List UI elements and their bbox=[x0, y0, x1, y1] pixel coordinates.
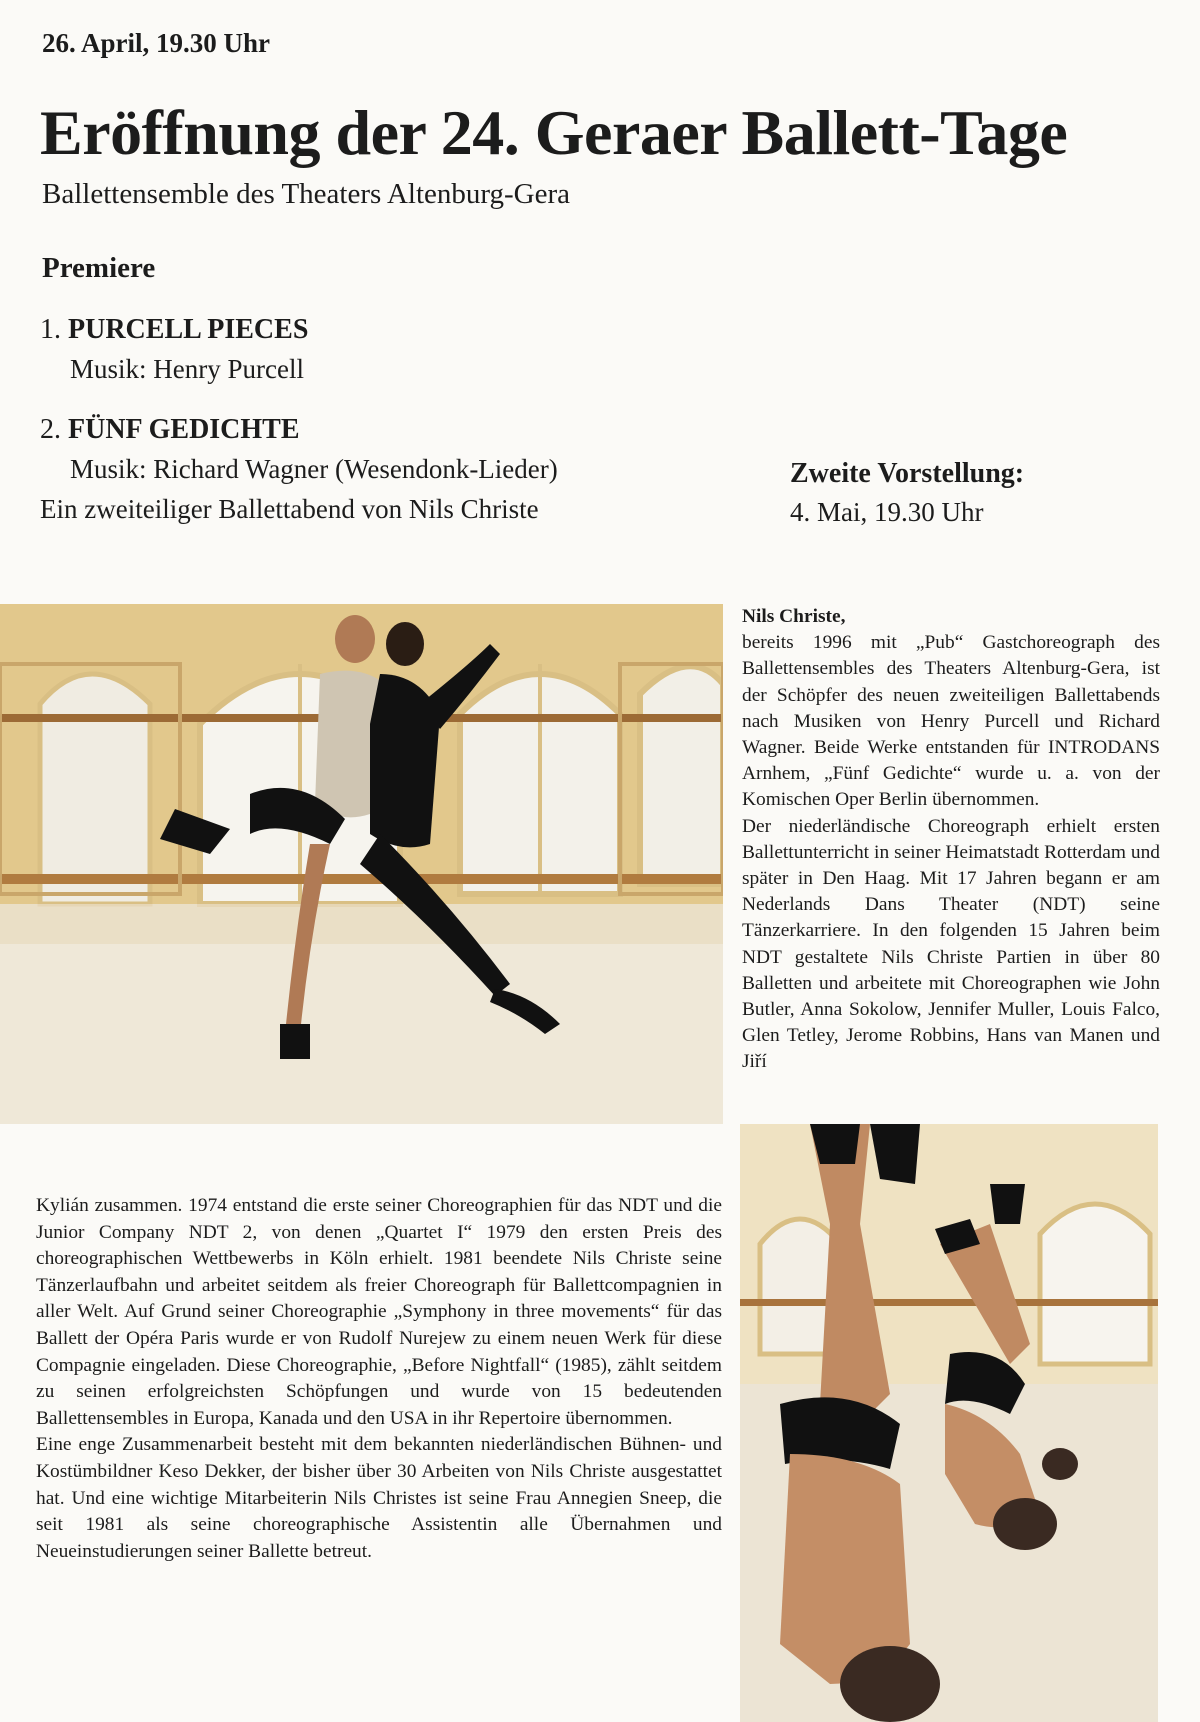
article-lead: Nils Christe, bbox=[742, 606, 846, 627]
program-item-2-title bbox=[40, 414, 300, 446]
article-right-column bbox=[742, 604, 1160, 1076]
program-item-2-name: FÜNF GEDICHTE bbox=[68, 414, 300, 445]
dance-couple-photo bbox=[0, 604, 723, 1124]
article-right-paragraph: bereits 1996 mit „Pub“ Gastchoreograph des Ballettensembles des Theaters Altenburg-Gera, ist der Schöpfer des neuen zweiteiligen Ballettabends nach Musiken von Henry Purcell und Richard Wagner. Beide Werke entstanden für INTRODANS Arnhem, „Fünf Gedichte“ wurde u. a. von der Komischen Oper Berlin übernommen. bbox=[742, 632, 1160, 811]
dance-couple-illustration bbox=[0, 604, 723, 1124]
dancers-inverted-illustration bbox=[740, 1124, 1158, 1722]
evening-description: Ein zweiteiliger Ballettabend von Nils Christe bbox=[40, 494, 539, 524]
second-show-label: Zweite Vorstellung: bbox=[790, 458, 1025, 489]
program-item-1-name: PURCELL PIECES bbox=[68, 314, 309, 345]
dancers-inverted-photo bbox=[740, 1124, 1158, 1722]
page-subtitle: Ballettensemble des Theaters Altenburg-Gera bbox=[42, 178, 571, 210]
program-item-2-number: 2. bbox=[40, 414, 61, 445]
program-item-1-music: Musik: Henry Purcell bbox=[70, 354, 304, 384]
article-right-paragraph: Der niederländische Choreograph erhielt ersten Ballettunterricht in seiner Heimatstadt Rotterdam und später in Den Haag. Mit 17 Jahren begann er am Nederlands Dans Theater (NDT) seine Tänzerkarriere. In den folgenden 15 Jahren beim NDT gestaltete Nils Christe Partien in über 80 Balletten und arbeitete mit Choreographen wie John Butler, Anna Sokolow, Jennifer Muller, Louis Falco, Glen Tetley, Jerome Robbins, Hans van Manen und Jiří bbox=[742, 815, 1160, 1073]
program-item-2-music: Musik: Richard Wagner (Wesendonk-Lieder) bbox=[70, 454, 558, 484]
article-left-paragraph: Kylián zusammen. 1974 entstand die erste seiner Choreographien für das NDT und die Junior Company NDT 2, von denen „Quartet I“ 1979 den ersten Preis des choreographischen Wettbewerbs in Köln erhielt. 1981 beendete Nils Christe seine Tänzerlaufbahn und arbeitet seitdem als freier Choreograph für Ballettcompagnien in aller Welt. Auf Grund seiner Choreographie „Symphony in three movements“ für das Ballett der Opéra Paris wurde er von Rudolf Nurejew zu einem neuen Werk für diese Compagnie eingeladen. Diese Choreographie, „Before Nightfall“ (1985), zählt seitdem zu seinen erfolgreichsten Schöpfungen und wurde von 15 bedeutenden Ballettensembles in Europa, Kanada und den USA in ihr Repertoire übernommen. bbox=[36, 1195, 722, 1429]
page-title: Eröffnung der 24. Geraer Ballett-Tage bbox=[40, 97, 1068, 168]
article-left-paragraph: Eine enge Zusammenarbeit besteht mit dem bekannten niederländischen Bühnen- und Kostümbildner Keso Dekker, der bisher über 30 Arbeiten von Nils Christe ausgestattet hat. Und eine wichtige Mitarbeiterin Nils Christes ist seine Frau Annegien Sneep, die seit 1981 als seine choreographische Assistentin alle Übernahmen und Neueinstudierungen seiner Ballette betreut. bbox=[36, 1434, 722, 1562]
performance-date: 26. April, 19.30 Uhr bbox=[42, 28, 271, 58]
program-item-1-title bbox=[40, 314, 308, 346]
article-left-column bbox=[36, 1193, 722, 1565]
premiere-label: Premiere bbox=[42, 252, 156, 284]
program-item-1-number: 1. bbox=[40, 314, 61, 345]
second-show-date: 4. Mai, 19.30 Uhr bbox=[790, 497, 984, 527]
